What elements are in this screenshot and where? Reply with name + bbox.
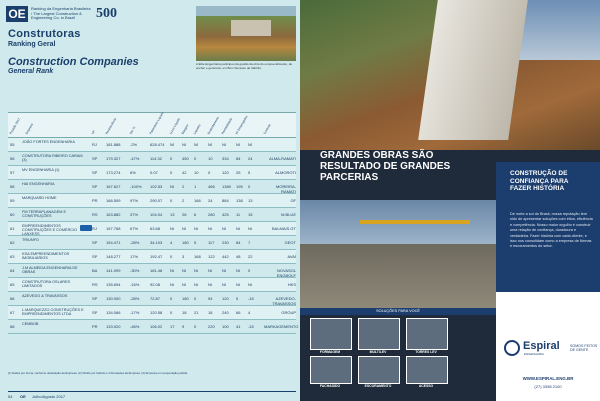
value-cell: 63.68 (150, 226, 161, 231)
table-header-label: Empresa (24, 122, 35, 135)
value-cell: NI (194, 226, 198, 231)
value-cell: 25 (236, 170, 241, 175)
logo-number: 500 (96, 6, 117, 21)
company-cell: CEMBOB (22, 322, 39, 326)
value-cell: -30% (130, 268, 140, 273)
rank-cell: 63 (10, 254, 15, 259)
value-cell: -16% (130, 282, 140, 287)
value-cell: 100 (222, 324, 229, 329)
value-cell: -2% (130, 142, 138, 147)
state-cell: SP (92, 310, 98, 315)
value-cell: NI (194, 268, 198, 273)
value-cell: 28 (182, 212, 187, 217)
value-cell: 0 (170, 156, 173, 161)
table-header-label: Var. % (128, 125, 137, 135)
magazine-logo (6, 6, 126, 24)
rank-cell: 58 (10, 184, 15, 189)
value-cell: NOVASOL ENGBOLF (276, 268, 296, 278)
value-cell: GROUP (281, 310, 296, 315)
company-cell: AZEVEDO & TRAVASSOS (22, 294, 68, 298)
value-cell: 0 (170, 296, 173, 301)
state-cell: PR (92, 324, 98, 329)
value-cell: 466 (208, 184, 215, 189)
spiral-icon (504, 340, 520, 356)
value-cell: 884 (222, 198, 229, 203)
value-cell: 120.58 (150, 310, 163, 315)
rank-cell: 59 (10, 198, 15, 203)
value-cell: 135.694 (106, 282, 121, 287)
value-cell: 157.768 (106, 226, 121, 231)
value-cell: 0 (170, 170, 173, 175)
table-row (8, 180, 296, 194)
value-cell: 18 (182, 310, 187, 315)
value-cell: 66 (236, 310, 241, 315)
value-cell: AVAÍ (287, 254, 296, 259)
logo-text: Ranking da Engenharia Brasileira / The Largest Construction & Engineering Co. in Brazil (31, 6, 91, 20)
value-cell: 13 (248, 198, 253, 203)
value-cell: NI (170, 184, 174, 189)
rank-cell: 68 (10, 324, 15, 329)
footer-brand: OE (20, 394, 26, 399)
value-cell: 72.87 (150, 296, 161, 301)
thumb-fachadido (310, 356, 352, 384)
title-en: Construction Companies (8, 56, 139, 68)
thumb-label: MULTILEV (369, 350, 387, 354)
state-cell: BA (92, 268, 98, 273)
value-cell: MOREIRA-RAMATI (276, 184, 296, 194)
value-cell: 2 (182, 184, 185, 189)
value-cell: NI (236, 226, 240, 231)
value-cell: 141.099 (106, 268, 121, 273)
value-cell: 24 (208, 198, 213, 203)
logo-mark: OE (6, 6, 28, 22)
subtitle-pt: Ranking Geral (8, 41, 56, 48)
value-cell: 10 (194, 170, 199, 175)
value-cell: 0 (194, 296, 197, 301)
value-cell: 425 (222, 212, 229, 217)
value-cell: 41 (236, 324, 241, 329)
value-cell: 0.07 (150, 170, 158, 175)
value-cell: NI (222, 268, 226, 273)
value-cell: 122 (208, 254, 215, 259)
box-title: CONSTRUÇÃO DE CONFIANÇA PARA FAZER HISTÓRIA (510, 170, 569, 192)
value-cell: 9 (182, 324, 185, 329)
value-cell: 0 (170, 254, 173, 259)
website-link[interactable]: WWW.ESPIRAL.ENG.BR (522, 376, 574, 381)
value-cell: 11 (236, 212, 241, 217)
brand-slogan: SOMOS FEITOS DE GENTE (570, 344, 598, 352)
value-cell: 2 (182, 198, 185, 203)
value-cell: 7 (248, 240, 251, 245)
rank-cell: 60 (10, 212, 15, 217)
value-cell: 84 (236, 240, 241, 245)
value-cell: NI (208, 268, 212, 273)
value-cell: 94 (208, 296, 213, 301)
value-cell: HKS (287, 282, 296, 287)
state-cell: RJ (92, 142, 97, 147)
value-cell: NI (170, 226, 174, 231)
thumb-multilev (358, 318, 400, 350)
company-logo-icon (80, 225, 92, 231)
thumb-label: TORRES LEV (415, 350, 437, 354)
company-cell: MARQUARD HOME (22, 196, 57, 200)
table-header-label: Liquidez (192, 123, 202, 135)
value-cell: 181.888 (106, 142, 121, 147)
value-cell: -15 (248, 296, 254, 301)
rank-cell: 65 (10, 282, 15, 287)
company-cell: CONSTRUTORA OSLARES LIMITADOS (22, 280, 71, 289)
value-cell: -100% (130, 184, 142, 189)
company-cell: KSA EMPREENDIMENTOS IMOBILIÁRIOS (22, 252, 70, 261)
thumb-label: FACHADIDO (319, 384, 341, 388)
state-cell: RS (92, 282, 98, 287)
value-cell: 84 (236, 156, 241, 161)
company-cell: CONSTRUTORA RIBEIRO CARAM (3) (22, 154, 83, 163)
value-cell: 15 (248, 212, 253, 217)
value-cell: 117 (208, 240, 215, 245)
company-cell: MV ENGENHARIA (1) (22, 168, 60, 172)
value-cell: 0 (208, 170, 211, 175)
state-cell: SP (92, 170, 98, 175)
value-cell: 192.47 (150, 254, 163, 259)
phone-number: (27) 3398 2100 (534, 384, 562, 389)
value-cell: 4 (170, 240, 173, 245)
value-cell: NI (208, 282, 212, 287)
value-cell: 13 (170, 212, 175, 217)
footnotes: (1) Dados pro forma, conforme declaração da Empresa. (2) Obtido por Cálculo e Informações da Empresa. (3) Empresa em recuperação judicial. (8, 371, 188, 375)
value-cell: 220 (208, 324, 215, 329)
value-cell: 181.48 (150, 268, 163, 273)
value-cell: 5 (248, 170, 251, 175)
value-cell: NI (248, 142, 252, 147)
value-cell: 114.32 (150, 156, 162, 161)
brand-box (496, 292, 600, 401)
box-body: De norte a sul do Brasil, nossa reputação tem sido de apresentar soluções com ética, eficiência e competência. Nosso maior orgulho é construir uma relação de confiança, duradoura e verdadeira. Fazer história com cada cliente, e isso nos consolidam como a empresa de fôrmas e escoramentos do setor. (510, 212, 593, 249)
value-cell: 173.274 (106, 170, 121, 175)
value-cell: 195 (236, 184, 243, 189)
state-cell: SP (92, 240, 98, 245)
value-cell: NI (208, 142, 212, 147)
value-cell: 104.04 (150, 212, 163, 217)
ad-headline: GRANDES OBRAS SÃO RESULTADO DE GRANDES PARCERIAS (320, 150, 451, 183)
value-cell: ALMA-RAMATI (268, 156, 296, 161)
state-cell: PR (92, 198, 98, 203)
table-row (8, 278, 296, 292)
value-cell: 106.02 (150, 324, 163, 329)
thumb-formagem (310, 318, 352, 350)
value-cell: NI (222, 226, 226, 231)
value-cell: 0 (248, 268, 251, 273)
value-cell: 21 (194, 310, 199, 315)
value-cell: NI (170, 282, 174, 287)
value-cell: NI (170, 268, 174, 273)
value-cell: NI (236, 282, 240, 287)
table-row (8, 250, 296, 264)
value-cell: NI (222, 282, 226, 287)
thumb-escoramento (358, 356, 400, 384)
table-row (8, 152, 296, 166)
value-cell: 120 (222, 296, 229, 301)
ad-text-box (496, 162, 600, 292)
value-cell: 290.07 (150, 198, 163, 203)
company-cell: FM TERRAPLANAGEM E CONSTRUÇÕES (22, 210, 67, 219)
state-cell: SP (92, 254, 98, 259)
company-cell: EMPREENDIMENTOS CONSTRUÇÕES E COMÉRCIO LANXESS (22, 224, 78, 237)
ranking-table (8, 138, 299, 334)
building-photo (300, 200, 496, 310)
brand-name: Espiral (523, 340, 560, 352)
value-cell: NI (236, 142, 240, 147)
value-cell: 97% (130, 198, 139, 203)
value-cell: 628.474 (150, 142, 165, 147)
page-footer (8, 391, 296, 400)
table-row (8, 138, 296, 152)
value-cell: NI (248, 226, 252, 231)
thumb-acesso (406, 356, 448, 384)
value-cell: 42 (182, 170, 187, 175)
value-cell: NI (170, 142, 174, 147)
table-header-label: Patrimônio Líquido (148, 111, 165, 135)
value-cell: 163.882 (106, 212, 121, 217)
value-cell: -46% (130, 324, 140, 329)
thumb-label: FORMAGEM (319, 350, 341, 354)
value-cell: NI (194, 282, 198, 287)
value-cell: 442 (222, 254, 229, 259)
table-row (8, 194, 296, 208)
value-cell: 0 (170, 198, 173, 203)
table-header (8, 112, 296, 138)
ranking-titles (8, 28, 188, 75)
value-cell: 138 (236, 198, 243, 203)
solutions-title: SOLUÇÕES PARA VOCÊ (300, 308, 496, 315)
value-cell: M.BLUE (281, 212, 296, 217)
right-page-advertisement (300, 0, 600, 401)
value-cell: 280 (208, 212, 215, 217)
value-cell: 130.000 (106, 296, 121, 301)
construction-photo (300, 0, 600, 150)
table-row (8, 306, 296, 320)
page-number: 54 (8, 394, 13, 399)
value-cell: NI (182, 282, 186, 287)
value-cell: 180 (182, 240, 189, 245)
value-cell: AZEVEDO-TRAVASSOS (272, 296, 296, 306)
value-cell: NI (182, 226, 186, 231)
value-cell: 4 (248, 310, 251, 315)
value-cell: -28% (130, 296, 140, 301)
value-cell: 92.08 (150, 282, 161, 287)
state-cell: SP (92, 184, 98, 189)
table-row (8, 166, 296, 180)
table-header-label: Margem (180, 123, 190, 135)
value-cell: 134.066 (106, 310, 121, 315)
subtitle-en: General Rank (8, 68, 54, 75)
value-cell: 230 (222, 240, 229, 245)
table-row (8, 292, 296, 306)
state-cell: RS (92, 212, 98, 217)
value-cell: 37% (130, 212, 139, 217)
table-header-label: Nº Empregados (234, 114, 249, 135)
value-cell: NI (222, 142, 226, 147)
rank-cell: 64 (10, 268, 15, 273)
value-cell: 0 (194, 324, 197, 329)
value-cell: NI (236, 268, 240, 273)
value-cell: -28% (130, 240, 140, 245)
brand-sub: ENGENHARIA (524, 352, 544, 356)
value-cell: 34.103 (150, 240, 163, 245)
table-row (8, 264, 296, 278)
value-cell: BALMAIS.GT (271, 226, 296, 231)
table-header-label: Receita Bruta (104, 117, 118, 135)
value-cell: 450 (182, 156, 189, 161)
state-cell: RJ (92, 226, 97, 231)
thumb-label: ESCORAMENTO (364, 384, 392, 388)
value-cell: 148.277 (106, 254, 121, 259)
value-cell: 67% (130, 226, 139, 231)
value-cell: 5 (194, 240, 197, 245)
value-cell: MARKAGEMENTO (264, 324, 299, 329)
value-cell: 24 (248, 156, 253, 161)
thumb-label: ACESSO (418, 384, 434, 388)
dam-photo (196, 6, 296, 61)
value-cell: 120 (222, 170, 229, 175)
photo-caption: A Elite Engenharia participou da gestão da obra do empreendimento, de encher e gerenciar, em Bom Sucesso de Itabirito. (196, 62, 293, 70)
value-cell: GF (290, 198, 296, 203)
table-row (8, 208, 296, 222)
value-cell: 166.509 (106, 198, 121, 203)
value-cell: 102.53 (150, 184, 163, 189)
value-cell: NI (182, 142, 186, 147)
footer-date: Julho/Agosto 2017 (32, 394, 66, 399)
rank-cell: 61 (10, 226, 15, 231)
rank-cell: 56 (10, 156, 15, 161)
company-cell: J.M ALMEIDA ENGENHARIA DE OBRAS (22, 266, 78, 275)
state-cell: SP (92, 296, 98, 301)
table-header-label: Lucro Líquido (168, 117, 182, 135)
value-cell: 240 (222, 310, 229, 315)
table-header-label: Controle (262, 123, 272, 135)
value-cell: 10 (208, 156, 213, 161)
company-cell: TRIUNFO (22, 238, 39, 242)
value-cell: 6 (194, 212, 197, 217)
table-header-label: Posição 2017 (8, 117, 22, 135)
value-cell: 5 (236, 296, 239, 301)
value-cell: NI (194, 142, 198, 147)
value-cell: 334 (222, 156, 229, 161)
value-cell: 133.920 (106, 324, 121, 329)
company-cell: L.MARQUEZZO CONSTRUÇÕES E EMPREENDIMENTOS LTDA (22, 308, 84, 317)
value-cell: 154.471 (106, 240, 121, 245)
value-cell: 167.627 (106, 184, 121, 189)
value-cell: 1 (194, 184, 197, 189)
state-cell: SP (92, 156, 98, 161)
value-cell: 48 (236, 254, 241, 259)
value-cell: ALMOROTI (275, 170, 296, 175)
value-cell: 17% (130, 254, 139, 259)
company-cell: JOÃO FORTES ENGENHARIA (22, 140, 75, 144)
table-header-label: Endividamento (206, 115, 220, 135)
value-cell: 3 (182, 254, 185, 259)
value-cell: 22 (248, 254, 253, 259)
table-row (8, 222, 296, 236)
value-cell: 168 (194, 254, 201, 259)
thumb-torres-lev (406, 318, 448, 350)
rank-cell: 66 (10, 296, 15, 301)
value-cell: 179.327 (106, 156, 121, 161)
company-cell: HAI ENGENHARIA (22, 182, 55, 186)
value-cell: 18 (208, 310, 213, 315)
espiral-logo (504, 340, 596, 358)
title-pt: Construtoras (8, 28, 81, 40)
value-cell: GEOT (284, 240, 296, 245)
value-cell: NI (182, 268, 186, 273)
value-cell: 0 (248, 184, 251, 189)
rank-cell: 62 (10, 240, 15, 245)
value-cell: 180 (182, 296, 189, 301)
rank-cell: 57 (10, 170, 15, 175)
rank-cell: 67 (10, 310, 15, 315)
value-cell: NI (208, 226, 212, 231)
table-header-label: Rentabilidade (220, 117, 234, 135)
value-cell: -17% (130, 310, 140, 315)
rank-cell: 55 (10, 142, 15, 147)
value-cell: 17 (170, 324, 175, 329)
value-cell: -47% (130, 156, 140, 161)
value-cell: 8% (130, 170, 136, 175)
table-row (8, 236, 296, 250)
value-cell: 0 (194, 156, 197, 161)
table-header-label: UF (90, 129, 96, 135)
value-cell: 166 (194, 198, 201, 203)
value-cell: 0 (170, 310, 173, 315)
value-cell: -15 (248, 324, 254, 329)
value-cell: NI (248, 282, 252, 287)
value-cell: 1389 (222, 184, 231, 189)
table-row (8, 320, 299, 334)
